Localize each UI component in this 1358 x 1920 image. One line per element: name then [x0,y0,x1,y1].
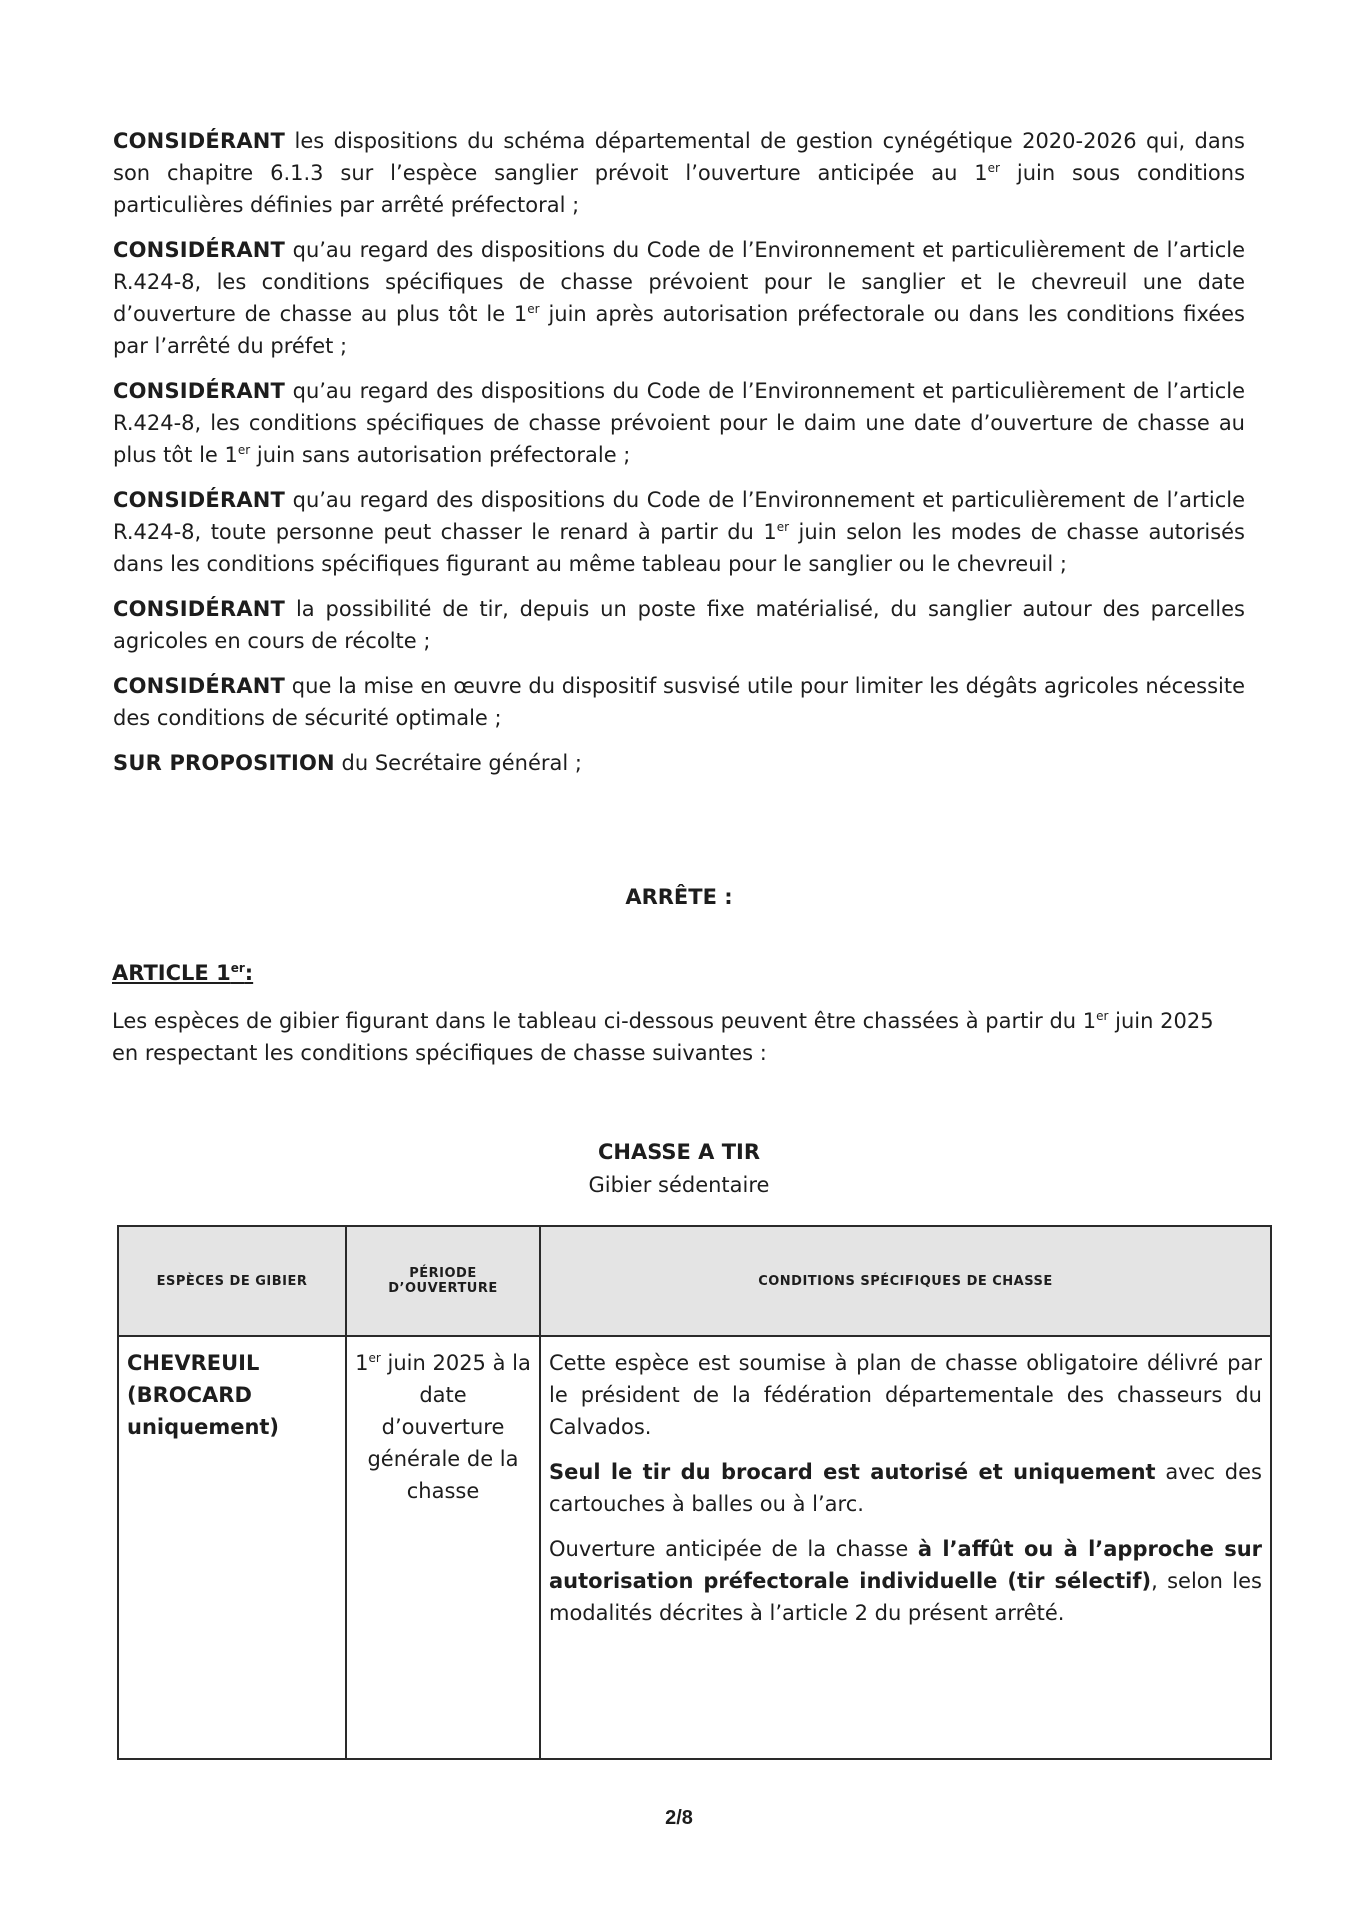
page-number: 2/8 [665,1807,693,1829]
table-header-row [118,1226,1271,1336]
considerant-lead: CONSIDÉRANT [113,488,286,512]
considerant-lead: SUR PROPOSITION [113,751,335,775]
condition-anticipation: Ouverture anticipée de la chasse à l’affût ou à l’approche sur autorisation préfectorale individuelle (tir sélectif), selon les modalités décrites à l’article 2 du présent arrêté. [549,1537,1262,1625]
hunting-conditions-table [117,1225,1272,1760]
considerant-lead: CONSIDÉRANT [113,597,286,621]
condition-plan: Cette espèce est soumise à plan de chasse obligatoire délivré par le président de la fédération départementale des chasseurs du Calvados. [549,1351,1262,1439]
header-species: ESPÈCES DE GIBIER [118,1226,346,1336]
header-conditions: CONDITIONS SPÉCIFIQUES DE CHASSE [540,1226,1271,1336]
considerant-lead: CONSIDÉRANT [113,674,286,698]
table-subtitle: Gibier sédentaire [588,1173,770,1197]
cell-period: 1er juin 2025 à la date d’ouverture générale de la chasse [346,1336,540,1759]
condition-brocard: Seul le tir du brocard est autorisé et uniquement avec des cartouches à balles ou à l’arc. [549,1460,1262,1516]
considerant-paragraph: CONSIDÉRANT qu’au regard des dispositions du Code de l’Environnement et particulièrement de l’article R.424-8, les conditions spécifiques de chasse prévoient pour le daim une date d’ouverture de chasse au plus tôt le 1er juin sans autorisation préfectorale ; [113,379,1245,467]
table-row [118,1336,1271,1759]
considerant-lead: CONSIDÉRANT [113,129,286,153]
table-title: CHASSE A TIR [597,1140,761,1164]
header-period: PÉRIODE D’OUVERTURE [346,1226,540,1336]
considerant-paragraph: CONSIDÉRANT que la mise en œuvre du dispositif susvisé utile pour limiter les dégâts agricoles nécessite des conditions de sécurité optimale ; [113,674,1245,730]
considerants-section [113,125,1245,792]
considerant-paragraph: CONSIDÉRANT qu’au regard des dispositions du Code de l’Environnement et particulièrement de l’article R.424-8, toute personne peut chasser le renard à partir du 1er juin selon les modes de chasse autorisés dans les conditions spécifiques figurant au même tableau pour le sanglier ou le chevreuil ; [113,488,1245,576]
cell-species: CHEVREUIL (BROCARD uniquement) [118,1336,346,1759]
article-title: ARTICLE 1er: [112,961,254,985]
considerant-paragraph: CONSIDÉRANT qu’au regard des dispositions du Code de l’Environnement et particulièrement de l’article R.424-8, les conditions spécifiques de chasse prévoient pour le sanglier et le chevreuil une date d’ouverture de chasse au plus tôt le 1er juin après autorisation préfectorale ou dans les conditions fixées par l’arrêté du préfet ; [113,238,1245,358]
considerant-lead: CONSIDÉRANT [113,238,286,262]
considerant-lead: CONSIDÉRANT [113,379,286,403]
considerant-paragraph: CONSIDÉRANT les dispositions du schéma départemental de gestion cynégétique 2020-2026 qui, dans son chapitre 6.1.3 sur l’espèce sanglier prévoit l’ouverture anticipée au 1er juin sous conditions particulières définies par arrêté préfectoral ; [113,129,1246,217]
arrete-title: ARRÊTE : [625,885,733,909]
cell-conditions [540,1336,1271,1759]
considerant-paragraph: CONSIDÉRANT la possibilité de tir, depuis un poste fixe matérialisé, du sanglier autour des parcelles agricoles en cours de récolte ; [113,597,1245,653]
considerant-paragraph: SUR PROPOSITION du Secrétaire général ; [113,751,582,775]
article-text: Les espèces de gibier figurant dans le tableau ci-dessous peuvent être chassées à partir du 1er juin 2025 en respectant les conditions spécifiques de chasse suivantes : [112,1009,1214,1065]
